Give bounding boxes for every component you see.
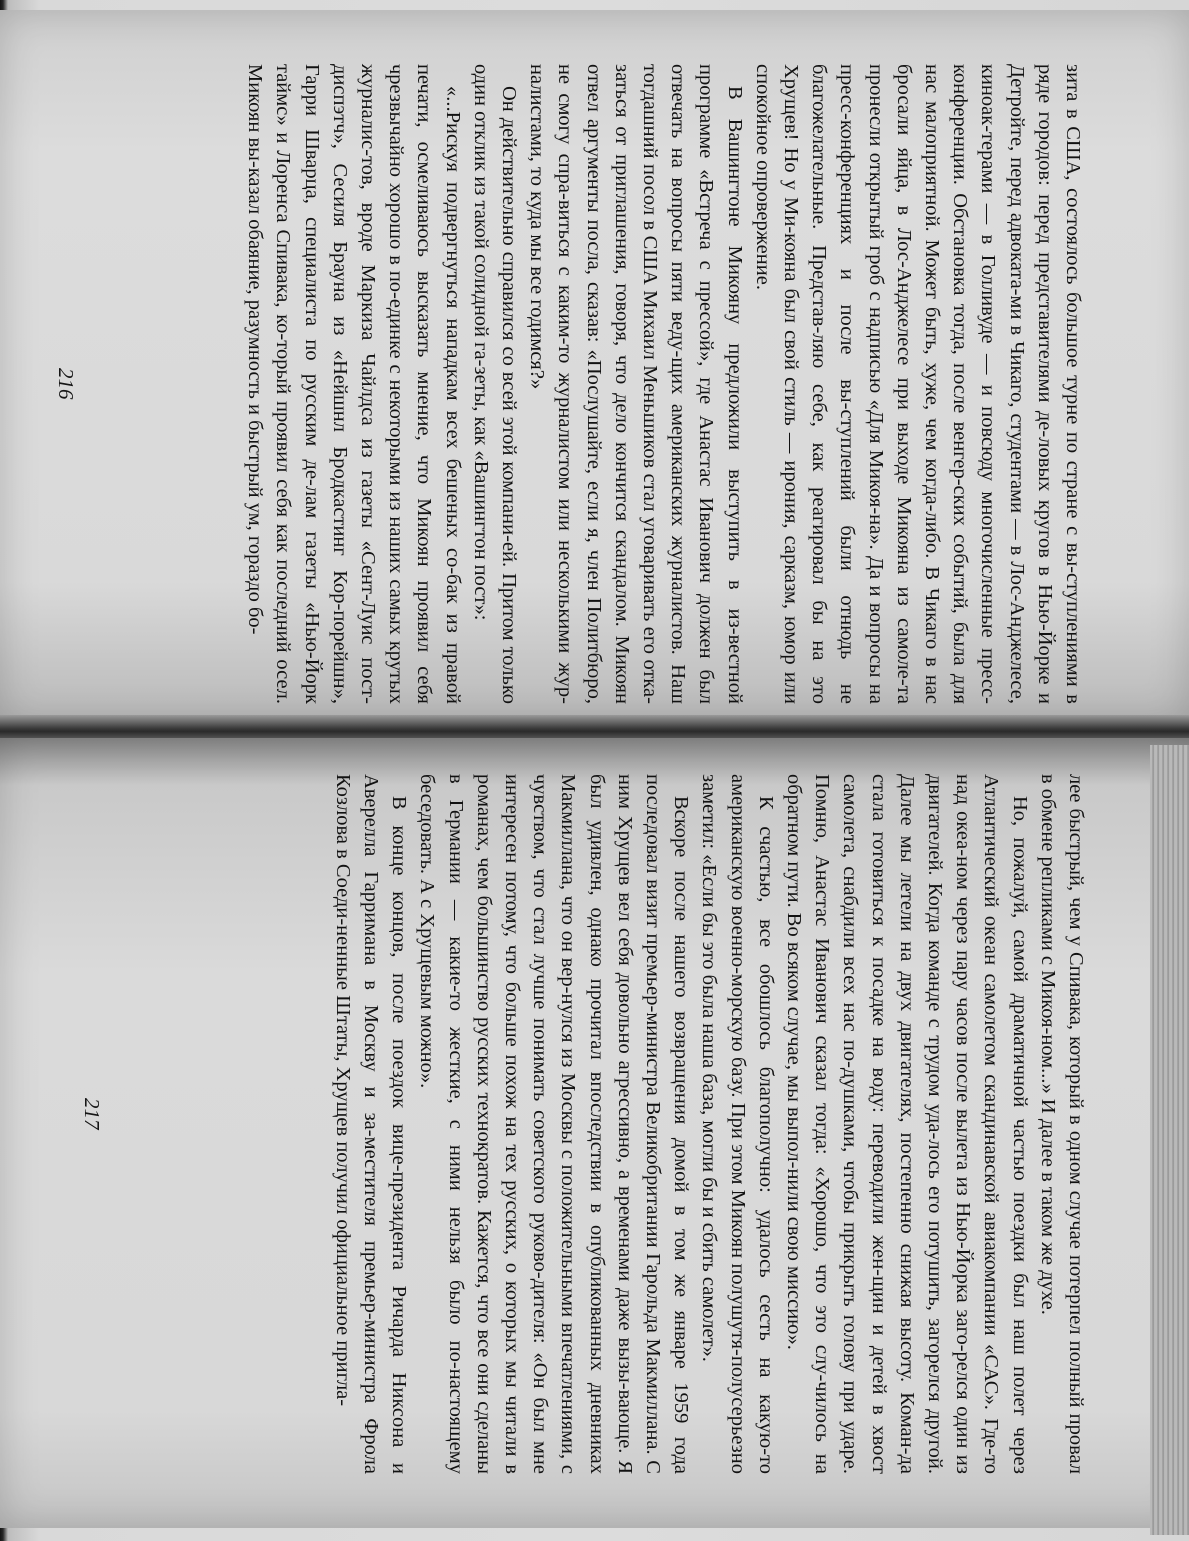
paragraph: Он действительно справился со всей этой компани-ей. Притом только один отклик из такой солидной га-зеты, как «Вашингтон пост»:	[469, 64, 520, 704]
paragraph: В Вашингтоне Микояну предложили выступить в из-вестной программе «Встреча с прессой», где Анастас Иванович должен был отвечать на вопросы пяти веду-щих американских журналистов. Наш тогдашний посол в США Михаил Меньшиков стал уговаривать его отка-заться от приглашения, говоря, что дело кончится скандалом. Микоян отвел аргументы посла, сказав: «Послушайте, если я, член Политбюро, не смогу спра-виться с каким-то журналистом или несколькими жур-налистами, то куда мы все годимся?»	[526, 64, 746, 704]
paragraph: зита в США, состоялось большое турне по стране с вы-ступлениями в ряде городов: перед представителями де-ловых кругов в Нью-Йорке и Детройте, перед адвоката-ми в Чикаго, студентами — в Лос-Анджелесе, киноак-терами — в Голливуде — и повсюду многочисленные пресс-конференции. Обстановка тогда, после венгер-ских событий, была для нас малоприятной. Может быть, хуже, чем когда-либо. В Чикаго в нас бросали яйца, в Лос-Анджелесе при выходе Микояна из самоле-та пронесли открытый гроб с надписью «Для Микоя-на». Да и вопросы на пресс-конференциях и после вы-ступлений были отнюдь не благожелательные. Представ-ляю себе, как реагировал бы на это Хрущев! Но у Ми-кояна был свой стиль — ирония, сарказм, юмор или спокойное опровержение.	[751, 64, 1084, 704]
paragraph: В конце концов, после поездок вице-президента Ричарда Никсона и Аверелла Гарримана в Москву и за-местителя премьер-министра Фрола Козлова в Соеди-ненные Штаты, Хрущев получил официальное пригла-	[331, 774, 411, 1474]
page-216-text	[241, 64, 1087, 704]
paragraph: К счастью, все обошлось благополучно: удалось сесть на какую-то американскую военно-морскую базу. При этом Микоян полушутя-полусерьезно заметил: «Если бы это была наша база, могли бы и сбить самолет».	[698, 774, 777, 1474]
page-217-text	[329, 774, 1090, 1474]
page-number-216: 216	[54, 368, 78, 400]
paragraph: Но, пожалуй, самой драматичной частью поездки был наш полет через Атлантический океан самолетом скандинавской авиакомпании «САС». Где-то над океа-ном через пару часов после вылета из Нью-Йорка заго-релся один из двигателей. Когда команде с трудом уда-лось его потушить, загорелся другой. Далее мы летели на двух двигателях, постепенно снижая высоту. Коман-да стала готовиться к посадке на воду: переводили жен-щин и детей в хвост самолета, снабдили всех нас по-душками, чтобы прикрыть голову при ударе. Помню, Анастас Иванович сказал тогда: «Хорошо, что это слу-чилось на обратном пути. Во всяком случае, мы выпол-нили свою миссию».	[782, 774, 1031, 1474]
paragraph: «...Рискуя подвергнуться нападкам всех бешеных со-бак из правой печати, осмеливаюсь высказать мнение, что Микоян проявил себя чрезвычайно хорошо в по-единке с некоторыми из наших самых крутых журналис-тов, вроде Маркиза Чайлдса из газеты «Сент-Луис пост-диспэтч», Сесиля Брауна из «Нейшнл Бродкастинг Кор-порейшн», Гарри Шварца, специалиста по русским де-лам газеты «Нью-Йорк таймс» и Лоренса Спивака, ко-торый проявил себя как последний осел. Микоян вы-казал обаяние, разумность и быстрый ум, гораздо бо-	[244, 64, 464, 704]
paragraph: Вскоре после нашего возвращения домой в том же январе 1959 года последовал визит премьер-министра Великобритании Гарольда Макмиллана. С ним Хрущев вел себя довольно агрессивно, а временами даже вызы-вающе. Я был удивлен, однако прочитал впоследствии в опубликованных дневниках Макмиллана, что он вер-нулся из Москвы с положительными впечатлениями, с чувством, что стал лучше понимать советского руково-дителя: «Он был мне интересен потому, что больше похож на тех русских, о которых мы читали в романах, чем большинство русских технократов. Кажется, что все они сделаны в Германии — какие-то жесткие, с ними нельзя было по-настоящему беседовать. А с Хрущевым можно».	[416, 774, 693, 1474]
paragraph: лее быстрый, чем у Спивака, который в одном случае потерпел полный провал в обмене репликами с Микоя-ном...» И далее в таком же духе.	[1036, 774, 1087, 1474]
page-edges	[1150, 745, 1189, 1535]
page-number-217: 217	[80, 1098, 104, 1130]
